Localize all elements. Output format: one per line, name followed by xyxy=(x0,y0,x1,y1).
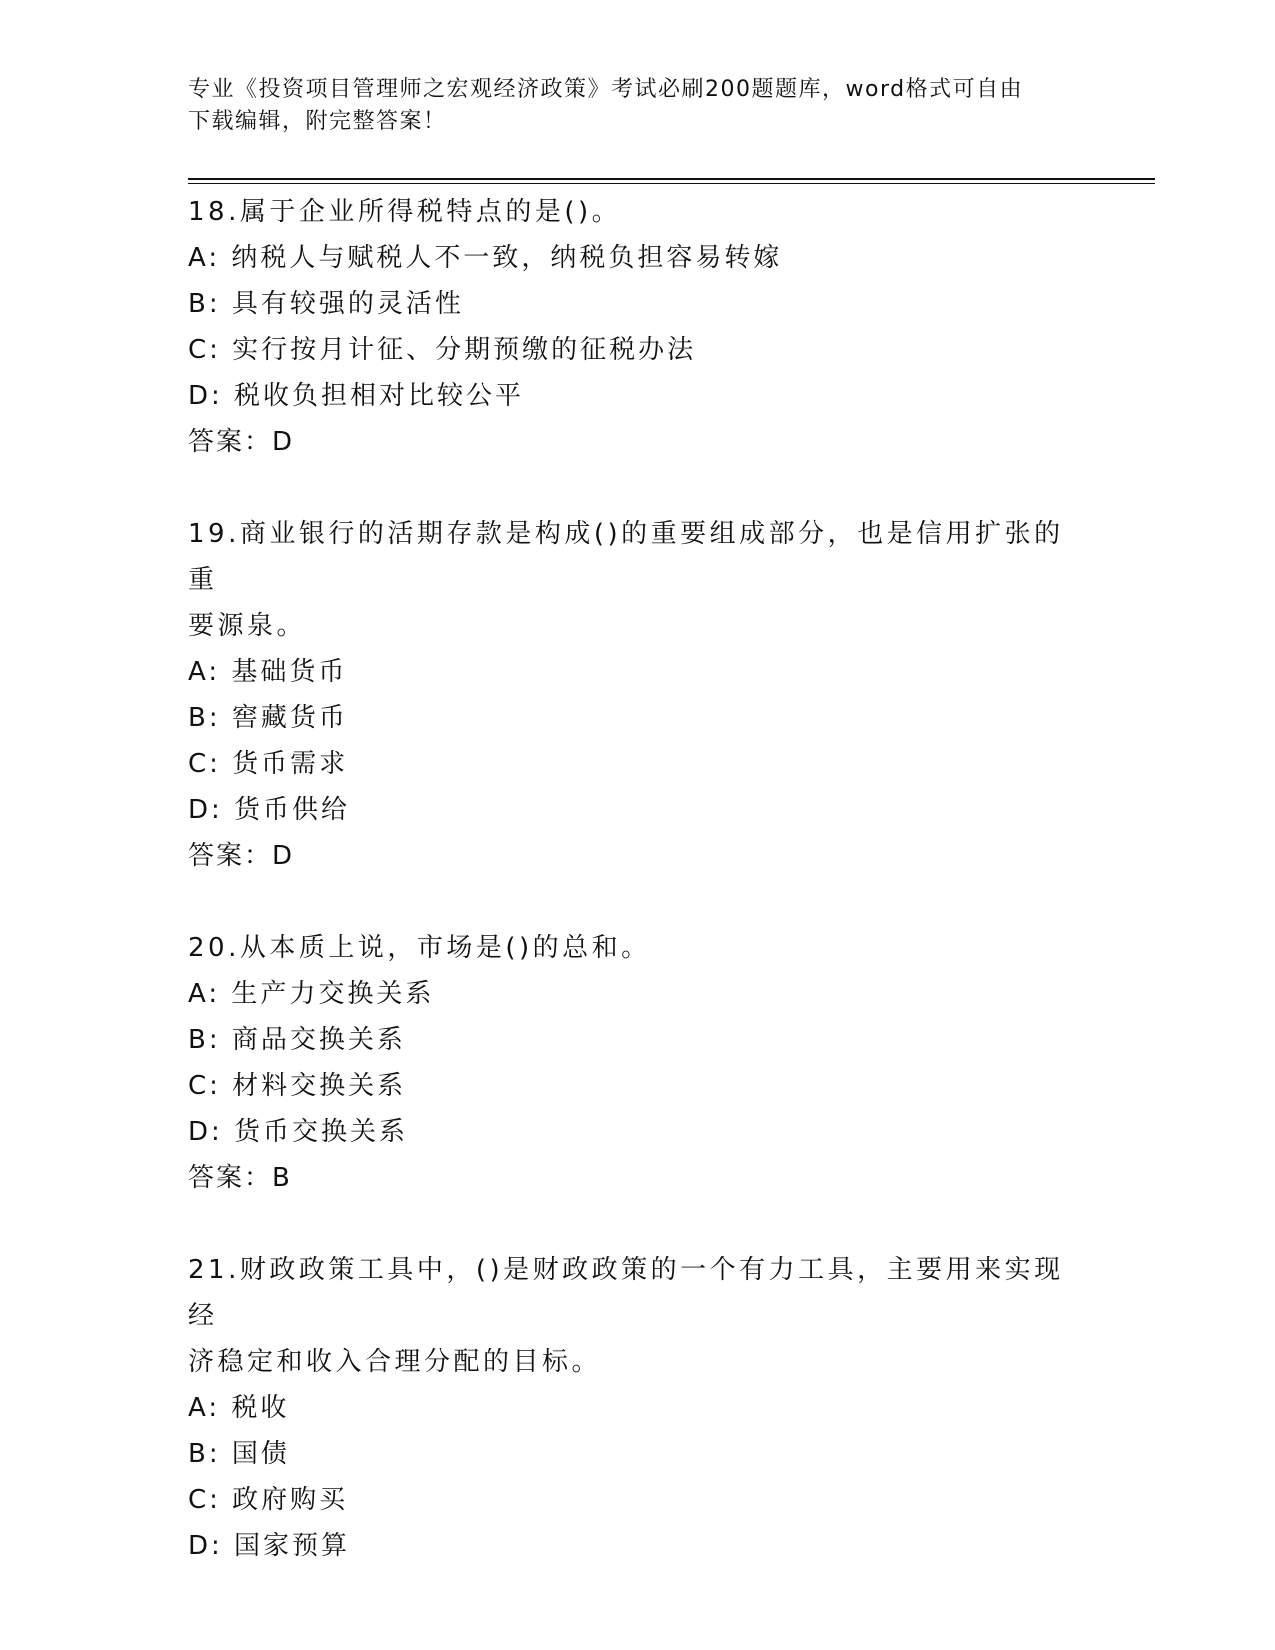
question-stem: 20.从本质上说，市场是()的总和。 xyxy=(188,933,651,963)
header-divider-thick xyxy=(188,178,1155,180)
question-stem-continued: 要源泉。 xyxy=(188,611,307,641)
question-stem: 21.财政政策工具中，()是财政政策的一个有力工具，主要用来实现经 xyxy=(188,1255,1064,1331)
answer-label: 答案：B xyxy=(188,1163,292,1193)
question-list xyxy=(188,189,1088,1615)
option-b: B: 商品交换关系 xyxy=(188,1025,406,1055)
option-a: A: 纳税人与赋税人不一致，纳税负担容易转嫁 xyxy=(188,243,783,273)
option-d: D: 国家预算 xyxy=(188,1531,351,1561)
question-18 xyxy=(188,189,1088,465)
option-d: D: 货币交换关系 xyxy=(188,1117,409,1147)
answer-label: 答案：D xyxy=(188,841,295,871)
option-d: D: 货币供给 xyxy=(188,795,351,825)
document-header xyxy=(188,74,1088,138)
option-a: A: 生产力交换关系 xyxy=(188,979,435,1009)
option-d: D: 税收负担相对比较公平 xyxy=(188,381,525,411)
header-divider-thin xyxy=(188,183,1155,184)
option-c: C: 实行按月计征、分期预缴的征税办法 xyxy=(188,335,697,365)
header-line-2: 下载编辑，附完整答案！ xyxy=(188,109,447,134)
option-c: C: 政府购买 xyxy=(188,1485,349,1515)
question-20 xyxy=(188,925,1088,1201)
question-19 xyxy=(188,511,1088,879)
option-b: B: 具有较强的灵活性 xyxy=(188,289,464,319)
option-a: A: 基础货币 xyxy=(188,657,348,687)
header-line-1: 专业《投资项目管理师之宏观经济政策》考试必刷200题题库，word格式可自由 xyxy=(188,77,1024,102)
question-stem: 18.属于企业所得税特点的是()。 xyxy=(188,197,622,227)
answer-label: 答案：D xyxy=(188,427,295,457)
question-21 xyxy=(188,1247,1088,1569)
option-b: B: 国债 xyxy=(188,1439,290,1469)
option-c: C: 货币需求 xyxy=(188,749,349,779)
option-a: A: 税收 xyxy=(188,1393,290,1423)
question-stem-continued: 济稳定和收入合理分配的目标。 xyxy=(188,1347,602,1377)
option-c: C: 材料交换关系 xyxy=(188,1071,407,1101)
question-stem: 19.商业银行的活期存款是构成()的重要组成部分，也是信用扩张的重 xyxy=(188,519,1064,595)
option-b: B: 窖藏货币 xyxy=(188,703,348,733)
